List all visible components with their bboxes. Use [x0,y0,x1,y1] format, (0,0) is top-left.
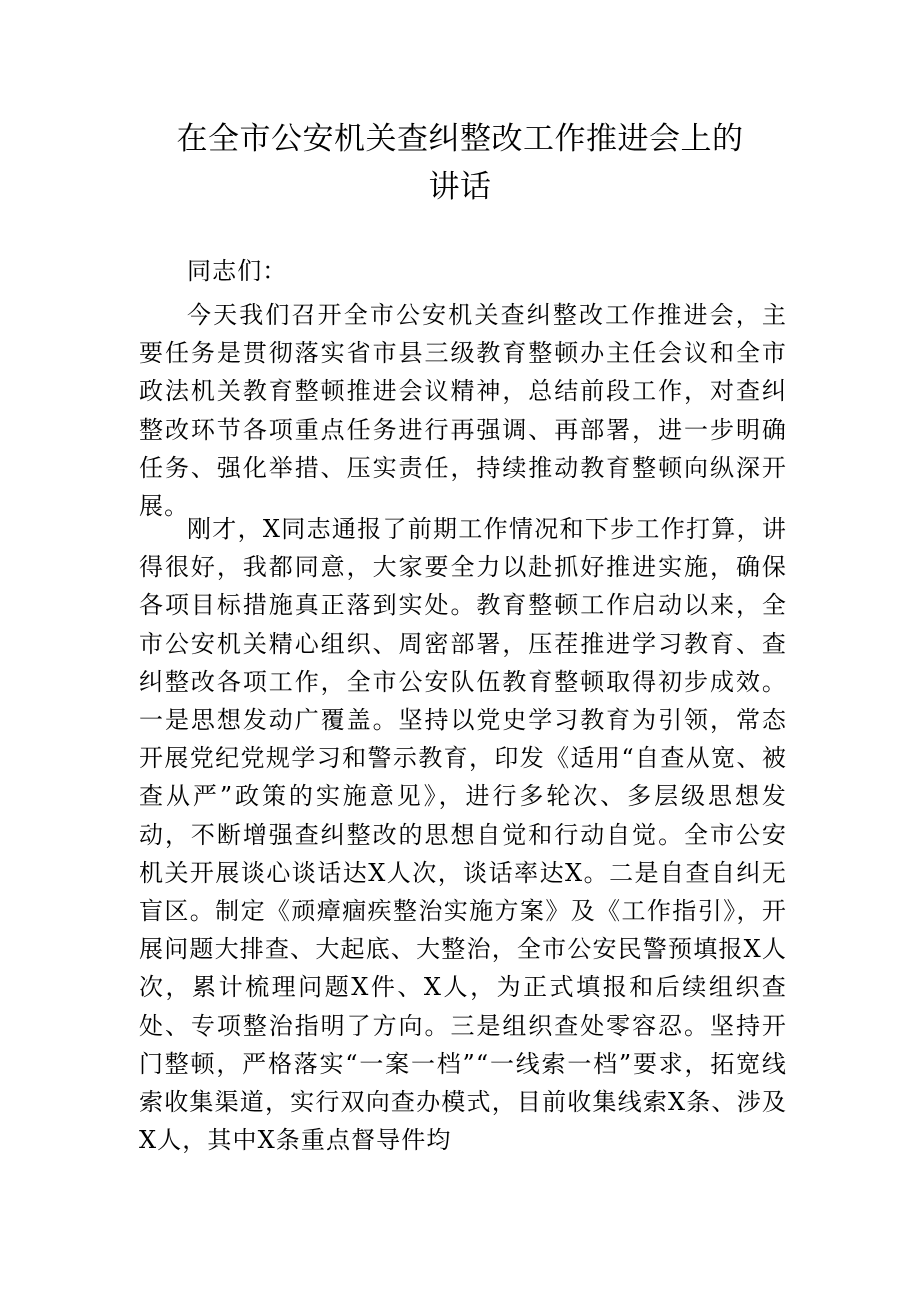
paragraph-2: 刚才，X同志通报了前期工作情况和下步工作打算，讲得很好，我都同意，大家要全力以赴抓好推进实施，确保各项目标措施真正落到实处。教育整顿工作启动以来，全市公安机关精心组织、周密部署，压茬推进学习教育、查纠整改各项工作，全市公安队伍教育整顿取得初步成效。一是思想发动广覆盖。坚持以党史学习教育为引领，常态开展党纪党规学习和警示教育，印发《适用“自查从宽、被查从严”政策的实施意见》，进行多轮次、多层级思想发动，不断增强查纠整改的思想自觉和行动自觉。全市公安机关开展谈心谈话达X人次，谈话率达X。二是自查自纠无盲区。制定《顽瘴痼疾整治实施方案》及《工作指引》，开展问题大排查、大起底、大整治，全市公安民警预填报X人次，累计梳理问题X件、X人，为正式填报和后续组织查处、专项整治指明了方向。三是组织查处零容忍。坚持开门整顿，严格落实“一案一档”“一线索一档”要求，拓宽线索收集渠道，实行双向查办模式，目前收集线索X条、涉及X人，其中X条重点督导件均 [139,515,787,1155]
greeting: 同志们： [187,257,288,285]
document-title-line-2: 讲话 [428,169,492,205]
document-title-line-1: 在全市公安机关查纠整改工作推进会上的 [176,121,744,157]
paragraph-1: 今天我们召开全市公安机关查纠整改工作推进会，主要任务是贯彻落实省市县三级教育整顿办主任会议和全市政法机关教育整顿推进会议精神，总结前段工作，对查纠整改环节各项重点任务进行再强调、再部署，进一步明确任务、强化举措、压实责任，持续推动教育整顿向纵深开展。 [139,301,787,521]
